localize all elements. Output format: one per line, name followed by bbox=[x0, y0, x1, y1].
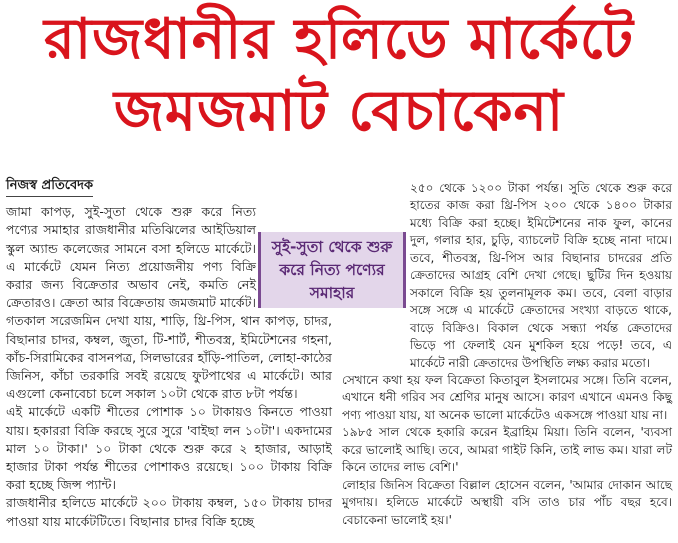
paragraph: এই মার্কেটে একটি শীতের পোশাক ১০ টাকায়ও কিনতে পাওয়া যায়। হকাররা বিক্রি করছে সুরে সুরে 'বাইছা লন ১০টা'। একদামের মাল ১০ টাকা।' ১০ টাকা থেকে শুরু করে ২ হাজার, আড়াই হাজার টাকা পর্যন্ত শীতের পোশাকও রয়েছে। ১০০ টাকায় বিক্রি করা হচ্ছে জিন্স প্যান্ট। bbox=[6, 404, 332, 493]
byline: নিজস্ব প্রতিবেদক bbox=[6, 177, 93, 197]
article-left-column bbox=[6, 176, 332, 531]
paragraph: লোহার জিনিস বিক্রেতা বিল্লাল হোসেন বলেন, 'আমার দোকান আছে মুগদায়। হলিডে মার্কেটে অস্থায়ী বসি তাও চার পাঁচ বছর হবে। বেচাকেনা ভালোই হয়।' bbox=[342, 477, 672, 527]
paragraph: ১৯৮৫ সাল থেকে হকারি করেন ইব্রাহিম মিয়া। তিনি বলেন, 'ব্যবসা করে ভালোই আছি। তবে, আমরা গাইট কিনি, তাই লাভ কম। যারা লট কিনে তাদের লাভ বেশি।' bbox=[342, 425, 672, 475]
paragraph: সেখানে কথা হয় ফল বিক্রেতা কিতাবুল ইসলামের সঙ্গে। তিনি বলেন, এখানে ধনী গরিব সব শ্রেণির মানুষ আসে। কারণ এখানে এমনও কিছু পণ্য পাওয়া যায়, যা অনেক ভালো মার্কেটেও একসঙ্গে পাওয়া যায় না। bbox=[342, 372, 672, 422]
pullquote bbox=[258, 232, 406, 308]
headline-line-2: জমজমাট বেচাকেনা bbox=[113, 79, 565, 144]
headline-line-1: রাজধানীর হলিডে মার্কেটে bbox=[44, 7, 634, 72]
paragraph: ২৫০ থেকে ১২০০ টাকা পর্যন্ত। সুতি থেকে শুরু করে হাতের কাজ করা থ্রি-পিস ২০০ থেকে ১৪০০ টাকার মধ্যে বিক্রি করা হচ্ছে। ইমিটেশনের নাক ফুল, কানের দুল, গলার হার, চুড়ি, ব্যাচলেট বিক্রি হচ্ছে নানা দামে। তবে, শীতবস্ত্র, থ্রি-পিস আর বিছানার চাদরের প্রতি ক্রেতাদের আগ্রহ বেশি দেখা গেছে। ছুটির দিন হওয়ায় সকালে বিক্রি হয় তুলনামূলক কম। তবে, বেলা বাড়ার সঙ্গে সঙ্গে এ মার্কেটে ক্রেতাদের সংখ্যা বাড়তে থাকে, বাড়ে বিক্রিও। বিকাল থেকে সন্ধ্যা পর্যন্ত ক্রেতাদের ভিড়ে পা ফেলাই যেন মুশকিল হয়ে পড়ে! তবে, এ মার্কেটে নারী ক্রেতাদের উপস্থিতি লক্ষ্য করার মতো। bbox=[410, 181, 672, 370]
headline bbox=[0, 4, 678, 148]
paragraph: রাজধানীর হলিডে মার্কেটে ২০০ টাকায় কম্বল, ১৫০ টাকায় চাদর পাওয়া যায় মার্কেটটিতে। বিছানার চাদর বিক্রি হচ্ছে bbox=[6, 495, 332, 529]
paragraph: জামা কাপড়, সুই-সুতা থেকে শুরু করে নিত্য পণ্যের সমাহার রাজধানীর মতিঝিলের আইডিয়াল স্কুল অ্যান্ড কলেজের সামনে বসা হলিডে মার্কেটে। এ মার্কেটে যেমন নিত্য প্রয়োজনীয় পণ্য বিক্রি করার জন্য বিক্রেতার অভাব নেই, কমতি নেই ক্রেতারও। ক্রেতা আর বিক্রেতায় জমজমাট মার্কেট। গতকাল সরেজমিন দেখা যায়, শাড়ি, থ্রি-পিস, থান কাপড়, চাদর, বিছানার চাদর, কম্বল, জুতা, টি-শার্ট, শীতবস্ত্র, ইমিটেশনের গহনা, কাঁচ-সিরামিকের বাসনপত্র, সিলভারের হাঁড়ি-পাতিল, লোহা-কাঠের জিনিস, কাঁচা তরকারি সবই রয়েছে ফুটপাথের এ মার্কেটে। আর এগুলো কেনাবেচা চলে সকাল ১০টা থেকে রাত ৮টা পর্যন্ত। bbox=[6, 204, 332, 402]
pullquote-text: সুই-সুতা থেকে শুরু করে নিত্য পণ্যের সমাহার bbox=[271, 237, 393, 302]
